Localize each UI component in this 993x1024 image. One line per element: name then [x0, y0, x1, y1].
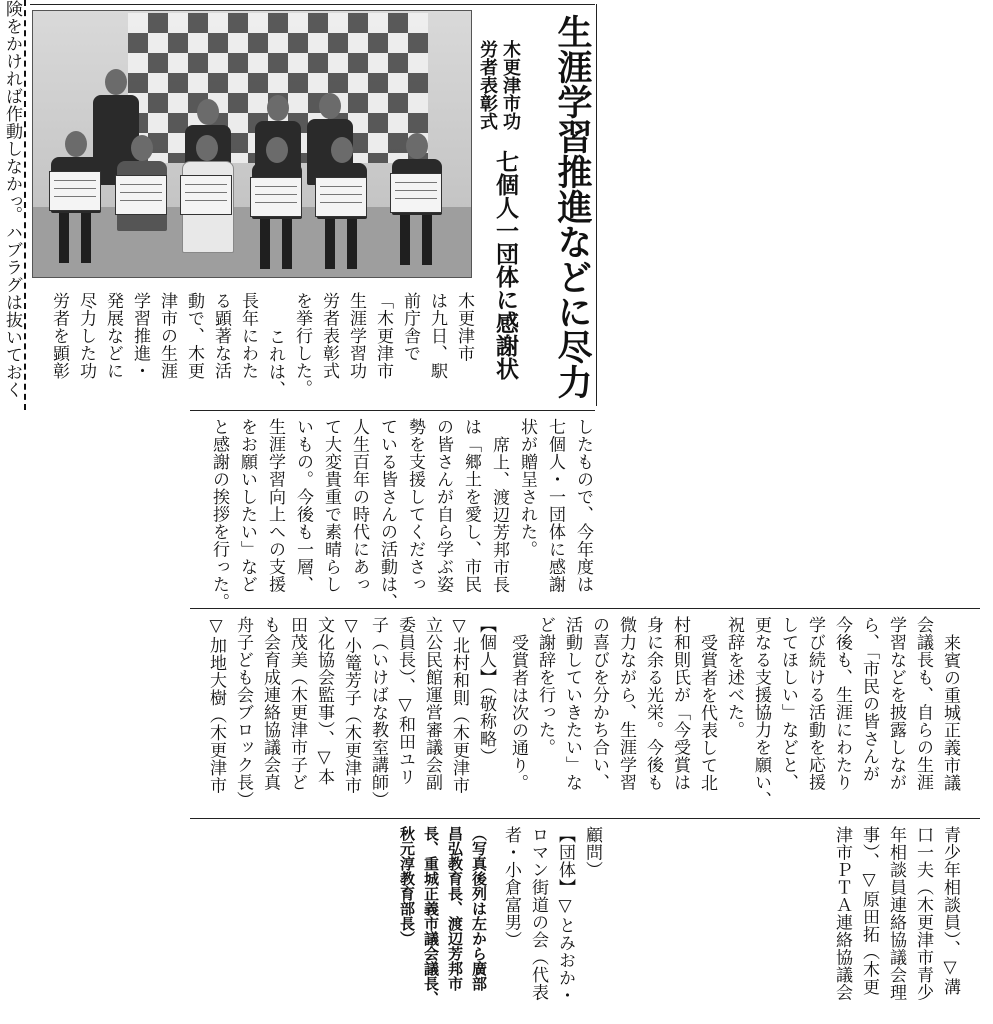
photo-caption: （写真後列は左から廣部: [470, 826, 488, 991]
text-column: 委員長）、▽和田ユリ: [395, 616, 415, 786]
row-rule: [190, 608, 980, 609]
text-column: 長年にわた: [238, 292, 258, 380]
text-column: 生涯学習向上への支援: [265, 418, 285, 593]
adjacent-article-fragment-2: [0, 206, 20, 406]
text-column: と感謝の挨拶を行った。: [209, 418, 229, 611]
text-column: 席上、渡辺芳邦市長: [489, 436, 509, 594]
text-column: 青少年相談員）、▽溝: [940, 826, 960, 996]
fragment-column: 険をかければ作動しなかっ: [2, 0, 22, 210]
text-column: 労者表彰式: [319, 292, 339, 380]
text-column: ▽小篭芳子（木更津市: [341, 616, 361, 794]
text-column: 木更津市: [454, 292, 474, 362]
headline-main: 生涯学習推進などに尽力: [552, 14, 593, 399]
text-column: 「木更津市: [373, 292, 393, 380]
photo-caption: 昌弘教育長、渡辺芳邦市: [446, 826, 464, 991]
text-column: 労者を顕彰: [49, 292, 69, 380]
text-column: ている皆さんの活動は、: [377, 418, 397, 611]
text-column: 学習などを披露しなが: [886, 616, 906, 791]
text-column: 津市の生涯: [157, 292, 177, 380]
text-column: 状が贈呈された。: [517, 418, 537, 558]
text-column: 更なる支援協力を願い、: [751, 616, 771, 809]
text-column: 会議長も、自らの生涯: [913, 616, 933, 791]
top-rule: [30, 4, 595, 5]
text-column: 今後も、生涯にわたり: [832, 616, 852, 791]
text-column: 顧問）: [582, 826, 602, 879]
text-column: の皆さんが自ら学ぶ姿: [433, 418, 453, 593]
text-column: の喜びを分かち合い、: [589, 616, 609, 791]
text-column: 口一夫（木更津市青少: [913, 826, 933, 1001]
text-column: をお願いしたい」など: [237, 418, 257, 593]
text-column: 文化協会監事）、▽本: [314, 616, 334, 786]
text-column: 年相談員連絡協議会理: [886, 826, 906, 1001]
photo-caption: 長、重城正義市議会議長、: [422, 826, 440, 1006]
text-column: 【団体】▽とみおか・: [555, 826, 575, 1004]
text-column: 尽力した功: [76, 292, 96, 380]
text-column: 津市ＰＴＡ連絡協議会: [832, 826, 852, 1001]
text-column: 子（いけばな教室講師）: [368, 616, 388, 809]
article-block-3: [190, 612, 980, 816]
article-block-1: [30, 292, 472, 404]
text-column: は九日、駅: [427, 292, 447, 380]
text-column: 動で、木更: [184, 292, 204, 380]
fragment-column: 。ハブラグは抜いておく: [2, 206, 22, 399]
text-column: 舟子ども会ブロック長）: [233, 616, 253, 809]
text-column: 村和則氏が「今受賞は: [670, 616, 690, 791]
text-column: て大変貴重で素晴らし: [321, 418, 341, 593]
cut-line: [24, 0, 26, 410]
text-column: 立公民館運営審議会副: [422, 616, 442, 791]
text-column: 七個人・一団体に感謝: [545, 418, 565, 593]
award-ceremony-photo: [32, 10, 472, 278]
headline-kicker: 労者表彰式: [477, 40, 498, 130]
text-column: いもの。今後も一層、: [293, 418, 313, 593]
text-column: ▽北村和則（木更津市: [449, 616, 469, 794]
text-column: 身に余る光栄。今後も: [643, 616, 663, 791]
text-column: 受賞者を代表して北: [697, 634, 717, 792]
text-column: る顕著な活: [211, 292, 231, 380]
text-column: 活動していきたい」な: [562, 616, 582, 791]
text-column: 田茂美（木更津市子ど: [287, 616, 307, 791]
text-column: 事）、▽原田拓（木更: [859, 826, 879, 996]
row-rule: [190, 818, 980, 819]
text-column: 祝辞を述べた。: [724, 616, 744, 739]
text-column: は「郷土を愛し、市民: [461, 418, 481, 593]
row-rule: [190, 410, 595, 411]
text-column: 来賓の重城正義市議: [940, 634, 960, 792]
text-column: これは、: [265, 328, 285, 398]
text-column: 発展などに: [103, 292, 123, 380]
text-column: 微力ながら、生涯学習: [616, 616, 636, 791]
text-column: ど謝辞を行った。: [535, 616, 555, 756]
text-column: してほしい」などと、: [778, 616, 798, 791]
text-column: 人生百年の時代にあっ: [349, 418, 369, 593]
text-column: したもので、今年度は: [573, 418, 593, 593]
article-block-4: [190, 822, 980, 1020]
photo-caption: 秋元淳教育部長）: [398, 826, 416, 946]
text-column: 学習推進・: [130, 292, 150, 380]
text-column: 前庁舎で: [400, 292, 420, 362]
text-column: 者・小倉富男）: [501, 826, 521, 949]
text-column: を挙行した。: [292, 292, 312, 397]
text-column: も会育成連絡協議会真: [260, 616, 280, 791]
text-column: 【個人】（敬称略）: [476, 616, 496, 765]
headline-kicker: 木更津市功: [500, 40, 521, 130]
text-column: 学び続ける活動を応援: [805, 616, 825, 791]
text-column: 生涯学習功: [346, 292, 366, 380]
article-block-2: [190, 414, 595, 611]
headline-sub: 七個人一団体に感謝状: [492, 150, 518, 380]
text-column: ▽加地大樹（木更津市: [206, 616, 226, 794]
headline-rule: [596, 4, 597, 406]
text-column: 受賞者は次の通り。: [508, 634, 528, 792]
text-column: ロマン街道の会（代表: [528, 826, 548, 1001]
text-column: ら、「市民の皆さんが: [859, 616, 879, 783]
text-column: 勢を支援してくださっ: [405, 418, 425, 593]
